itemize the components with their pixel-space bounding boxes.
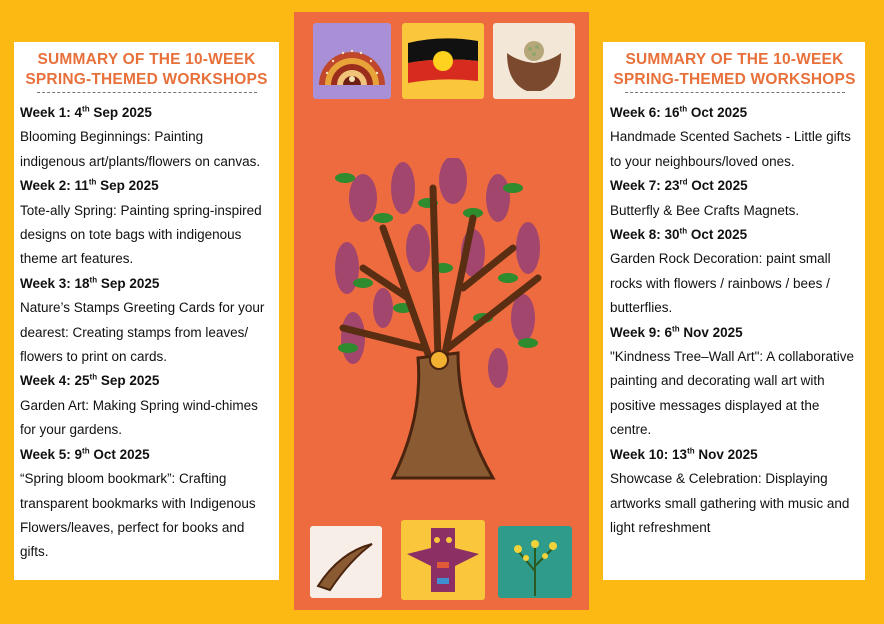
week-label: Week 3: 18 — [20, 275, 90, 291]
week-heading — [610, 101, 859, 125]
cupped-hands-icon — [493, 23, 575, 99]
left-week-list — [20, 101, 273, 565]
week-date: Oct 2025 — [687, 178, 748, 194]
left-title-line1: SUMMARY OF THE 10-WEEK — [37, 51, 256, 68]
week-description-line: Flowers/leaves, perfect for books and — [20, 519, 245, 535]
right-title-line2: SPRING-THEMED WORKSHOPS — [613, 71, 856, 88]
week-date-suffix: th — [687, 446, 695, 456]
week-description-line: dearest: Creating stamps from leaves/ — [20, 324, 249, 340]
week-label: Week 8: 30 — [610, 227, 680, 243]
week-description-line: light refreshment — [610, 519, 711, 535]
left-summary-panel — [14, 42, 279, 580]
week-description-line: Handmade Scented Sachets - Little gifts — [610, 129, 851, 145]
week-label: Week 2: 11 — [20, 178, 89, 194]
week-heading — [610, 174, 859, 198]
week-label: Week 6: 16 — [610, 105, 680, 120]
week-description-line: flowers to print on cards. — [20, 349, 168, 365]
totem-icon — [401, 520, 485, 600]
week-description-line: centre. — [610, 422, 652, 438]
week-heading — [610, 223, 859, 247]
week-label: Week 4: 25 — [20, 373, 90, 389]
wattle-plant-icon — [498, 526, 572, 598]
tree-icon — [323, 158, 559, 488]
right-title-divider — [625, 92, 845, 93]
left-title — [20, 50, 273, 90]
week-date: Sep 2025 — [89, 105, 152, 120]
week-date-suffix: th — [89, 275, 98, 285]
week-description-line: indigenous art/plants/flowers on canvas. — [20, 153, 261, 169]
week-description-line: gifts. — [20, 544, 49, 560]
week-description-line: Tote-ally Spring: Painting spring-inspired — [20, 202, 262, 218]
week-description-line: “Spring bloom bookmark”: Crafting — [20, 471, 227, 487]
week-description-line: Garden Art: Making Spring wind-chimes — [20, 397, 258, 413]
week-heading — [610, 443, 859, 467]
left-title-line2: SPRING-THEMED WORKSHOPS — [25, 71, 268, 88]
week-description-line: designs on tote bags with indigenous — [20, 227, 242, 243]
week-date: Sep 2025 — [96, 178, 159, 194]
week-label: Week 9: 6 — [610, 324, 673, 340]
rainbow-dot-art-icon — [313, 23, 391, 99]
week-date: Sep 2025 — [97, 275, 160, 291]
week-date: Nov 2025 — [679, 324, 743, 340]
week-description-line: Blooming Beginnings: Painting — [20, 129, 204, 145]
week-heading — [20, 101, 273, 125]
right-title-line1: SUMMARY OF THE 10-WEEK — [625, 51, 844, 68]
week-description-line: positive messages displayed at the — [610, 397, 820, 413]
week-heading — [20, 174, 273, 198]
right-week-list — [610, 101, 859, 540]
week-date: Oct 2025 — [687, 227, 748, 243]
week-heading — [610, 321, 859, 345]
week-date: Nov 2025 — [694, 446, 758, 462]
week-date-suffix: rd — [679, 177, 688, 187]
week-description-line: rocks with flowers / rainbows / bees / — [610, 275, 830, 291]
week-date-suffix: th — [89, 372, 98, 382]
week-date: Sep 2025 — [97, 373, 160, 389]
aboriginal-flag-icon — [402, 23, 484, 99]
week-heading — [20, 443, 273, 467]
week-date-suffix: th — [82, 446, 90, 456]
right-title — [610, 50, 859, 90]
week-description-line: theme art features. — [20, 251, 134, 267]
week-date-suffix: th — [672, 324, 680, 334]
week-description-line: Garden Rock Decoration: paint small — [610, 251, 831, 267]
week-description-line: transparent bookmarks with Indigenous — [20, 495, 256, 511]
week-date-suffix: th — [88, 177, 97, 187]
center-art-panel — [294, 12, 589, 610]
week-description-line: Butterfly & Bee Crafts Magnets. — [610, 202, 800, 218]
week-heading — [20, 369, 273, 393]
week-label: Week 10: 13 — [610, 446, 688, 462]
week-label: Week 5: 9 — [20, 446, 83, 462]
week-description-line: Nature’s Stamps Greeting Cards for your — [20, 300, 265, 316]
right-summary-panel — [603, 42, 865, 580]
week-description-line: artworks small gathering with music and — [610, 495, 850, 511]
week-description-line: to your neighbours/loved ones. — [610, 153, 795, 169]
boomerang-icon — [310, 526, 382, 598]
week-date-suffix: th — [679, 104, 688, 114]
week-date-suffix: th — [82, 104, 90, 114]
week-description-line: butterflies. — [610, 300, 673, 316]
week-description-line: for your gardens. — [20, 422, 123, 438]
week-label: Week 7: 23 — [610, 178, 680, 194]
week-date-suffix: th — [679, 226, 688, 236]
week-description-line: painting and decorating wall art with — [610, 373, 825, 389]
left-title-divider — [37, 92, 257, 93]
week-date: Oct 2025 — [687, 105, 748, 120]
week-heading — [20, 272, 273, 296]
week-description-line: Showcase & Celebration: Displaying — [610, 471, 828, 487]
week-label: Week 1: 4 — [20, 105, 83, 120]
week-description-line: "Kindness Tree–Wall Art": A collaborative — [610, 349, 854, 365]
week-date: Oct 2025 — [89, 446, 150, 462]
